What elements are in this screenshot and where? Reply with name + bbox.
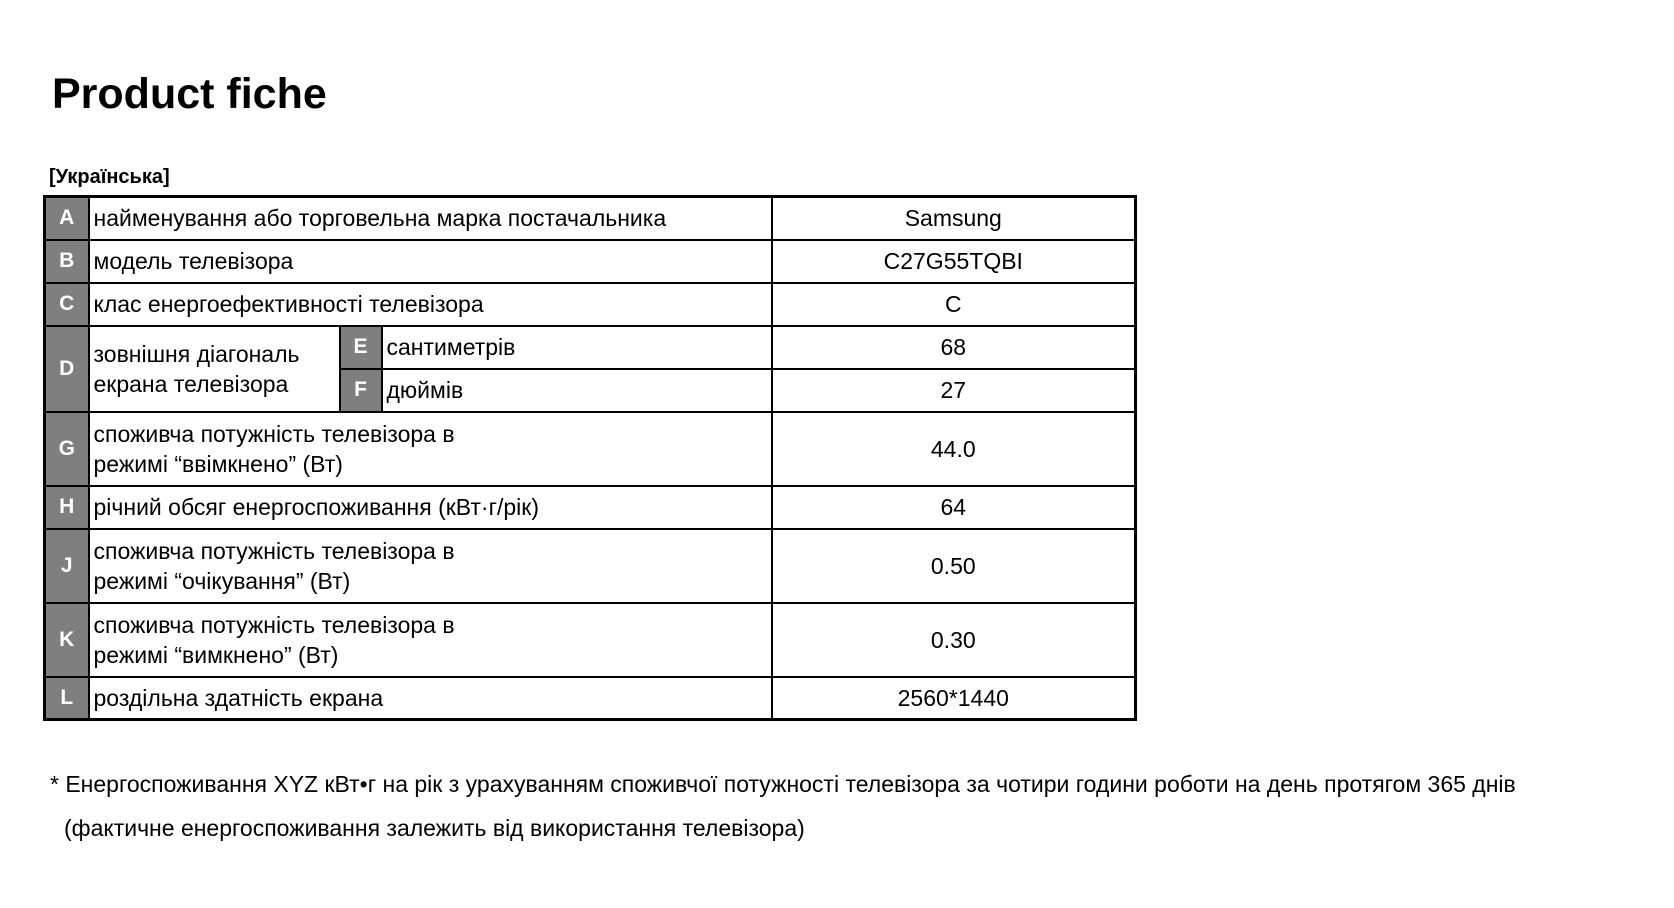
table-row bbox=[45, 412, 1136, 486]
row-letter: C bbox=[45, 283, 89, 326]
row-value: 2560*1440 bbox=[772, 677, 1136, 720]
row-label: найменування або торговельна марка постачальника bbox=[89, 197, 772, 240]
row-letter: B bbox=[45, 240, 89, 283]
table-row bbox=[45, 326, 1136, 369]
row-letter: E bbox=[340, 326, 382, 369]
row-label: споживча потужність телевізора в режимі “ввімкнено” (Вт) bbox=[89, 412, 772, 486]
product-fiche-table bbox=[43, 195, 1137, 721]
row-value: 64 bbox=[772, 486, 1136, 529]
footnote-line-1: * Енергоспоживання XYZ кВт•г на рік з урахуванням споживчої потужності телевізора за чотири години роботи на день протягом 365 днів bbox=[50, 771, 1516, 797]
page-title: Product fiche bbox=[52, 70, 327, 118]
row-label: дюймів bbox=[382, 369, 772, 412]
table-row bbox=[45, 486, 1136, 529]
row-label: зовнішня діагональ екрана телевізора bbox=[89, 326, 340, 412]
row-value: C27G55TQBI bbox=[772, 240, 1136, 283]
table-row bbox=[45, 529, 1136, 603]
footnote-line-2: (фактичне енергоспоживання залежить від використання телевізора) bbox=[64, 815, 805, 841]
table-row bbox=[45, 283, 1136, 326]
row-label: річний обсяг енергоспоживання (кВт·г/рік) bbox=[89, 486, 772, 529]
row-letter: H bbox=[45, 486, 89, 529]
table-row bbox=[45, 603, 1136, 677]
table-row bbox=[45, 197, 1136, 240]
row-letter: G bbox=[45, 412, 89, 486]
row-value: 27 bbox=[772, 369, 1136, 412]
row-label: роздільна здатність екрана bbox=[89, 677, 772, 720]
row-letter: L bbox=[45, 677, 89, 720]
row-label: клас енергоефективності телевізора bbox=[89, 283, 772, 326]
row-label: модель телевізора bbox=[89, 240, 772, 283]
row-letter: A bbox=[45, 197, 89, 240]
language-label: [Українська] bbox=[49, 166, 170, 188]
table-row bbox=[45, 677, 1136, 720]
row-letter: D bbox=[45, 326, 89, 412]
row-label: споживча потужність телевізора в режимі “вимкнено” (Вт) bbox=[89, 603, 772, 677]
row-letter: F bbox=[340, 369, 382, 412]
row-letter: K bbox=[45, 603, 89, 677]
row-value: Samsung bbox=[772, 197, 1136, 240]
row-value: 0.30 bbox=[772, 603, 1136, 677]
row-label: сантиметрів bbox=[382, 326, 772, 369]
row-value: C bbox=[772, 283, 1136, 326]
row-label: споживча потужність телевізора в режимі “очікування” (Вт) bbox=[89, 529, 772, 603]
row-letter: J bbox=[45, 529, 89, 603]
row-value: 44.0 bbox=[772, 412, 1136, 486]
table-row bbox=[45, 240, 1136, 283]
row-value: 68 bbox=[772, 326, 1136, 369]
row-value: 0.50 bbox=[772, 529, 1136, 603]
